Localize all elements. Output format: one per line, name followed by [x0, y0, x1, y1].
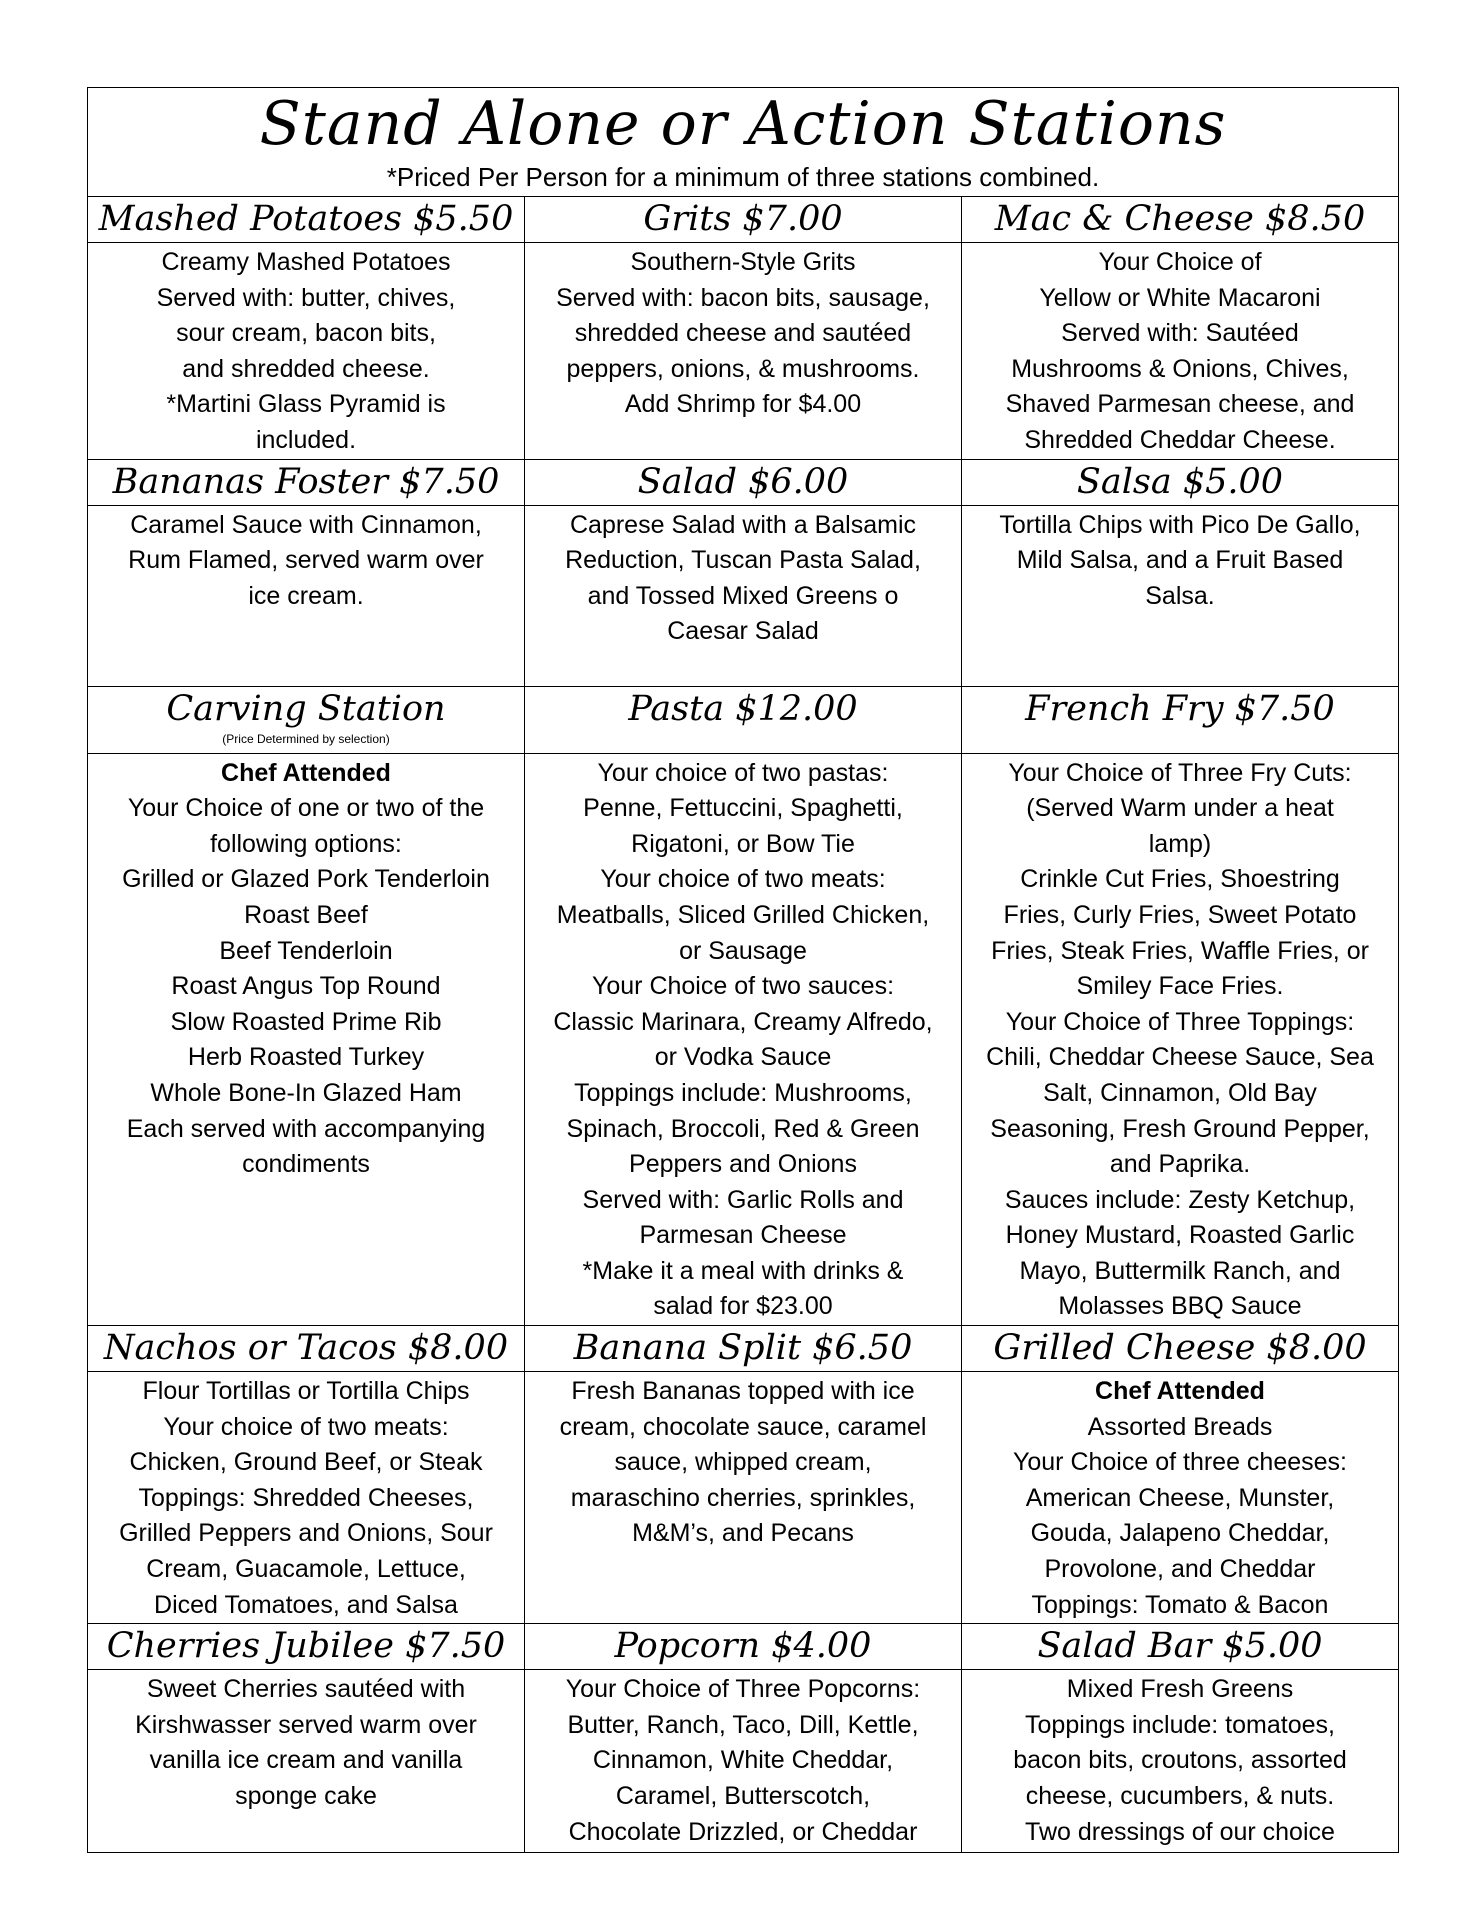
- station-description-nachos-or-tacos: [88, 1372, 525, 1624]
- description-line: Assorted Breads: [1087, 1412, 1273, 1441]
- station-description-popcorn: [525, 1670, 962, 1853]
- description-line: Salt, Cinnamon, Old Bay: [1043, 1078, 1317, 1107]
- description-line: Toppings: Shredded Cheeses,: [138, 1483, 474, 1512]
- station-header-popcorn: [525, 1624, 962, 1670]
- station-description-bananas-foster: [88, 505, 525, 686]
- station-description-salad-bar: [962, 1670, 1399, 1853]
- description-line: cream, chocolate sauce, caramel: [559, 1412, 927, 1441]
- description-line: sponge cake: [235, 1782, 377, 1810]
- description-line: Caramel Sauce with Cinnamon,: [130, 510, 482, 539]
- station-name: Banana Split $6.50: [573, 1328, 913, 1369]
- description-line: sauce, whipped cream,: [614, 1448, 872, 1477]
- description-line: Caramel, Butterscotch,: [615, 1782, 871, 1810]
- station-price-note: (Price Determined by selection): [222, 731, 390, 746]
- station-description-pasta: [525, 753, 962, 1326]
- description-line: or Vodka Sauce: [654, 1043, 832, 1072]
- station-name: Nachos or Tacos $8.00: [103, 1328, 509, 1369]
- station-description-salsa: [962, 505, 1399, 686]
- description-line: Meatballs, Sliced Grilled Chicken,: [556, 900, 930, 929]
- description-line: Mild Salsa, and a Fruit Based: [1016, 546, 1344, 575]
- description-line: *Make it a meal with drinks &: [582, 1256, 904, 1285]
- description-line: Roast Beef: [244, 900, 368, 929]
- description-line: Your Choice of: [1098, 248, 1262, 276]
- description-line: Mixed Fresh Greens: [1066, 1675, 1294, 1704]
- chef-attended-label: Chef Attended: [221, 758, 391, 787]
- description-line: Fries, Steak Fries, Waffle Fries, or: [991, 936, 1369, 965]
- station-description-carving-station: [88, 753, 525, 1326]
- description-line: Flour Tortillas or Tortilla Chips: [142, 1377, 470, 1406]
- description-line: vanilla ice cream and vanilla: [149, 1746, 463, 1775]
- station-description-banana-split: [525, 1372, 962, 1624]
- description-line: shredded cheese and sautéed: [574, 319, 912, 348]
- description-line: Roast Angus Top Round: [171, 972, 441, 1001]
- chef-attended-label: Chef Attended: [1095, 1377, 1265, 1406]
- station-header-pasta: [525, 686, 962, 753]
- description-line: cheese, cucumbers, & nuts.: [1025, 1782, 1335, 1810]
- description-line: and Paprika.: [1109, 1150, 1251, 1179]
- description-line: Your Choice of Three Fry Cuts:: [1008, 758, 1352, 787]
- description-line: following options:: [210, 829, 402, 858]
- description-line: Creamy Mashed Potatoes: [161, 248, 451, 276]
- description-line: Mushrooms & Onions, Chives,: [1011, 354, 1349, 383]
- description-line: Add Shrimp for $4.00: [624, 390, 862, 419]
- description-line: Penne, Fettuccini, Spaghetti,: [583, 794, 903, 823]
- station-header-salsa: [962, 459, 1399, 505]
- description-line: included.: [255, 425, 357, 454]
- description-line: American Cheese, Munster,: [1025, 1483, 1335, 1512]
- description-line: Butter, Ranch, Taco, Dill, Kettle,: [567, 1710, 919, 1739]
- description-line: Smiley Face Fries.: [1076, 972, 1284, 1001]
- station-name: Grits $7.00: [643, 199, 843, 239]
- description-line: lamp): [1148, 829, 1212, 858]
- description-line: Your choice of two pastas:: [597, 758, 889, 787]
- description-line: Toppings: Tomato & Bacon: [1031, 1590, 1329, 1619]
- description-line: peppers, onions, & mushrooms.: [566, 354, 920, 383]
- description-line: Slow Roasted Prime Rib: [170, 1007, 442, 1036]
- description-line: Mayo, Buttermilk Ranch, and: [1019, 1256, 1341, 1285]
- page-title: Stand Alone or Action Stations: [259, 89, 1227, 159]
- description-line: Rum Flamed, served warm over: [128, 546, 484, 575]
- description-line: and Tossed Mixed Greens o: [587, 581, 899, 610]
- description-line: Caprese Salad with a Balsamic: [570, 510, 916, 539]
- description-line: *Martini Glass Pyramid is: [166, 390, 446, 419]
- menu-header: [88, 88, 1399, 197]
- description-line: M&M’s, and Pecans: [632, 1519, 854, 1548]
- station-description-mac-cheese: [962, 243, 1399, 460]
- description-line: Your Choice of Three Toppings:: [1005, 1007, 1355, 1036]
- station-header-carving-station: [88, 686, 525, 753]
- stations-menu-table: [87, 87, 1399, 1853]
- description-line: Chili, Cheddar Cheese Sauce, Sea: [986, 1043, 1374, 1072]
- description-line: and shredded cheese.: [182, 354, 430, 383]
- station-header-salad-bar: [962, 1624, 1399, 1670]
- description-line: sour cream, bacon bits,: [176, 319, 436, 348]
- description-line: Toppings include: Mushrooms,: [574, 1078, 912, 1107]
- station-header-mac-cheese: [962, 197, 1399, 243]
- description-line: Grilled or Glazed Pork Tenderloin: [122, 865, 490, 894]
- description-line: Seasoning, Fresh Ground Pepper,: [990, 1114, 1370, 1143]
- description-line: Your Choice of two sauces:: [591, 972, 895, 1001]
- description-line: Beef Tenderloin: [219, 936, 393, 965]
- station-header-grilled-cheese: [962, 1326, 1399, 1372]
- station-name: Salad $6.00: [637, 461, 849, 502]
- station-header-cherries-jubilee: [88, 1624, 525, 1670]
- station-name: Salad Bar $5.00: [1037, 1626, 1323, 1667]
- description-line: Crinkle Cut Fries, Shoestring: [1020, 865, 1340, 894]
- station-description-cherries-jubilee: [88, 1670, 525, 1853]
- station-name: Salsa $5.00: [1076, 461, 1284, 502]
- description-line: Reduction, Tuscan Pasta Salad,: [565, 546, 921, 575]
- station-name: Mashed Potatoes $5.50: [98, 199, 514, 239]
- description-line: Served with: butter, chives,: [156, 283, 456, 312]
- description-line: ice cream.: [248, 581, 364, 610]
- description-line: Toppings include: tomatoes,: [1025, 1710, 1335, 1739]
- description-line: Chicken, Ground Beef, or Steak: [129, 1448, 483, 1477]
- description-line: Gouda, Jalapeno Cheddar,: [1030, 1519, 1330, 1548]
- description-line: Peppers and Onions: [629, 1150, 857, 1179]
- station-description-mashed-potatoes: [88, 243, 525, 460]
- description-line: Cinnamon, White Cheddar,: [592, 1746, 894, 1775]
- station-header-bananas-foster: [88, 459, 525, 505]
- description-line: Fries, Curly Fries, Sweet Potato: [1003, 900, 1357, 929]
- station-header-grits: [525, 197, 962, 243]
- description-line: Shredded Cheddar Cheese.: [1024, 425, 1336, 454]
- station-header-mashed-potatoes: [88, 197, 525, 243]
- description-line: condiments: [242, 1150, 370, 1179]
- description-line: Sauces include: Zesty Ketchup,: [1004, 1185, 1356, 1214]
- description-line: Diced Tomatoes, and Salsa: [154, 1590, 458, 1619]
- description-line: Molasses BBQ Sauce: [1058, 1292, 1302, 1321]
- station-name: Grilled Cheese $8.00: [993, 1328, 1367, 1369]
- station-description-salad: [525, 505, 962, 686]
- station-description-grilled-cheese: [962, 1372, 1399, 1624]
- description-line: or Sausage: [679, 936, 807, 965]
- pricing-note: *Priced Per Person for a minimum of three stations combined.: [386, 162, 1100, 192]
- description-line: salad for $23.00: [653, 1292, 833, 1321]
- description-line: Spinach, Broccoli, Red & Green: [566, 1114, 920, 1143]
- description-line: Provolone, and Cheddar: [1044, 1555, 1316, 1584]
- station-name: Cherries Jubilee $7.50: [106, 1626, 506, 1667]
- description-line: Whole Bone-In Glazed Ham: [150, 1078, 462, 1107]
- description-line: Southern-Style Grits: [630, 248, 856, 276]
- description-line: Your Choice of one or two of the: [127, 794, 485, 823]
- description-line: Caesar Salad: [667, 617, 819, 646]
- description-line: Fresh Bananas topped with ice: [571, 1377, 915, 1406]
- description-line: Your Choice of Three Popcorns:: [565, 1675, 921, 1704]
- station-header-nachos-or-tacos: [88, 1326, 525, 1372]
- description-line: Two dressings of our choice: [1025, 1817, 1335, 1846]
- station-header-banana-split: [525, 1326, 962, 1372]
- description-line: Your choice of two meats:: [600, 865, 886, 894]
- description-line: Shaved Parmesan cheese, and: [1005, 390, 1355, 419]
- description-line: Salsa.: [1145, 581, 1215, 610]
- station-name: Bananas Foster $7.50: [112, 461, 500, 502]
- station-name: Pasta $12.00: [628, 688, 858, 729]
- description-line: Herb Roasted Turkey: [187, 1043, 425, 1072]
- station-name: Mac & Cheese $8.50: [994, 199, 1366, 239]
- station-description-french-fry: [962, 753, 1399, 1326]
- description-line: Classic Marinara, Creamy Alfredo,: [553, 1007, 933, 1036]
- description-line: (Served Warm under a heat: [1026, 794, 1334, 823]
- description-line: Cream, Guacamole, Lettuce,: [146, 1555, 466, 1584]
- description-line: Tortilla Chips with Pico De Gallo,: [999, 510, 1361, 539]
- station-header-salad: [525, 459, 962, 505]
- description-line: Each served with accompanying: [126, 1114, 486, 1143]
- description-line: Served with: Sautéed: [1061, 319, 1299, 348]
- station-header-french-fry: [962, 686, 1399, 753]
- description-line: Chocolate Drizzled, or Cheddar: [568, 1817, 918, 1846]
- station-description-grits: [525, 243, 962, 460]
- description-line: Parmesan Cheese: [639, 1221, 847, 1250]
- description-line: Served with: Garlic Rolls and: [582, 1185, 904, 1214]
- description-line: bacon bits, croutons, assorted: [1013, 1746, 1347, 1775]
- station-name: French Fry $7.50: [1025, 688, 1335, 729]
- description-line: Your choice of two meats:: [163, 1412, 449, 1441]
- description-line: Yellow or White Macaroni: [1039, 283, 1321, 312]
- description-line: Your Choice of three cheeses:: [1012, 1448, 1347, 1477]
- station-name: Popcorn $4.00: [614, 1626, 872, 1667]
- description-line: Sweet Cherries sautéed with: [146, 1675, 466, 1704]
- description-line: Served with: bacon bits, sausage,: [556, 283, 930, 312]
- description-line: Rigatoni, or Bow Tie: [631, 829, 855, 858]
- description-line: maraschino cherries, sprinkles,: [570, 1483, 916, 1512]
- station-name: Carving Station: [166, 688, 446, 729]
- description-line: Kirshwasser served warm over: [135, 1710, 477, 1739]
- description-line: Honey Mustard, Roasted Garlic: [1005, 1221, 1355, 1250]
- description-line: Grilled Peppers and Onions, Sour: [119, 1519, 493, 1548]
